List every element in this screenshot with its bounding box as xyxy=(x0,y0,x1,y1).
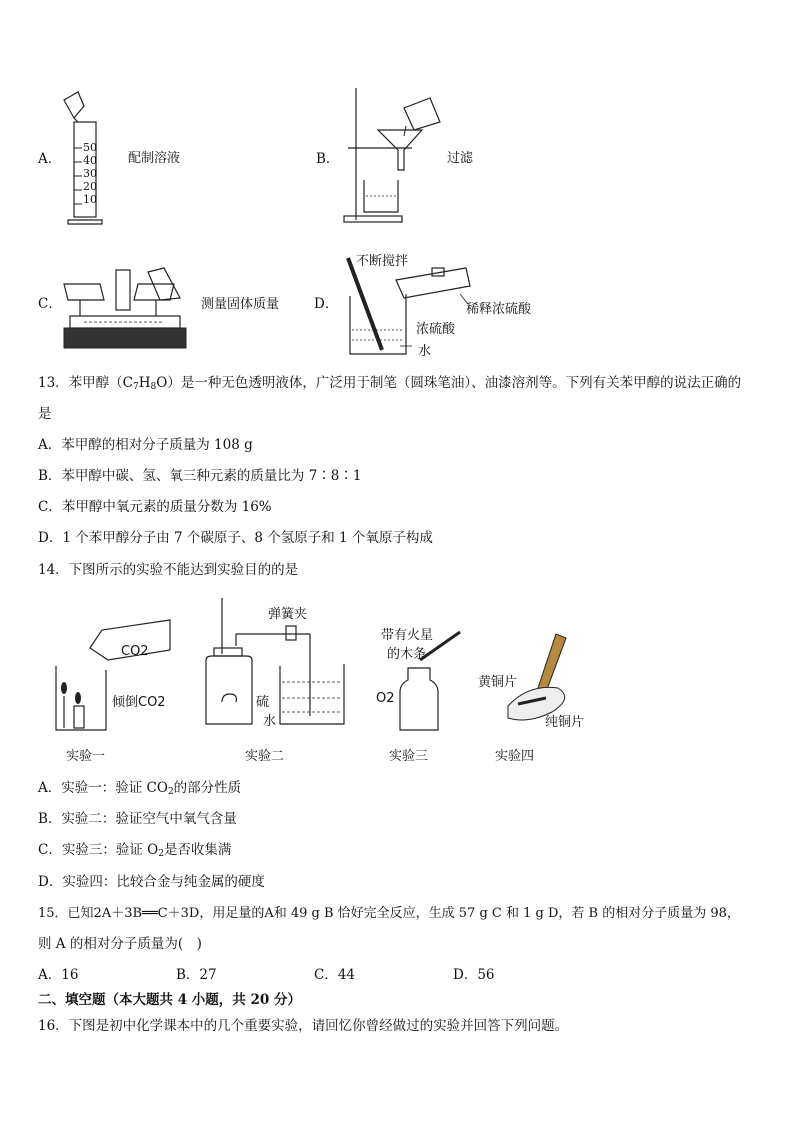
spark-stick-label-2: 的木条 xyxy=(387,647,427,662)
sulfur-label: 硫 xyxy=(256,695,270,710)
q13-option-b: B．苯甲醇中碳、氢、氧三种元素的质量比为 7∶8∶1 xyxy=(38,468,362,484)
q14-opt-a-sub: 2 xyxy=(167,787,174,797)
q14-opt-a-text: A．实验一：验证 CO xyxy=(38,780,168,796)
option-c-label: 测量固体质量 xyxy=(201,297,280,312)
experiment-4-caption: 实验四 xyxy=(495,749,535,764)
option-letter-d: D． xyxy=(314,296,339,312)
acid-label: 浓硫酸 xyxy=(416,322,456,337)
cylinder-mark: 30 xyxy=(83,167,97,180)
q15-stem: 15．已知2A＋3B══C＋3D，用足量的A和 49 g B 恰好完全反应，生成 57 g C 和 1 g D，若 B 的相对分子质量为 98， xyxy=(38,906,740,921)
q13-sub-8: 8 xyxy=(150,382,157,392)
q13-stem-a: 13．苯甲醇（C xyxy=(38,375,134,391)
spring-clip-label: 弹簧夹 xyxy=(268,607,308,622)
q13-stem-cont: 是 xyxy=(38,406,52,422)
q13-option-a: A．苯甲醇的相对分子质量为 108 g xyxy=(38,437,253,453)
balance-figure xyxy=(60,264,190,354)
water-label: 水 xyxy=(418,344,432,359)
cylinder-scale xyxy=(83,141,97,206)
q13-option-d: D．1 个苯甲醇分子由 7 个碳原子、8 个氢原子和 1 个氧原子构成 xyxy=(38,530,433,546)
q13-stem-c: O）是一种无色透明液体，广泛用于制笔（圆珠笔油）、油漆溶剂等。下列有关苯甲醇的说法正确的 xyxy=(156,375,742,391)
q14-opt-c-text: C．实验三：验证 O xyxy=(38,842,159,858)
q13-stem xyxy=(38,377,741,392)
q15-stem-cont: 则 A 的相对分子质量为( ) xyxy=(38,936,202,952)
filtration-figure xyxy=(340,88,450,228)
option-a-label: 配制溶液 xyxy=(128,151,181,166)
q15-option-c: C．44 xyxy=(314,967,356,983)
q15-option-a: A．16 xyxy=(38,967,79,983)
cylinder-mark: 10 xyxy=(83,193,97,206)
o2-label: O2 xyxy=(376,691,395,706)
q13-sub-7: 7 xyxy=(133,382,139,392)
brass-label: 黄铜片 xyxy=(478,675,518,690)
q14-option-a xyxy=(38,782,241,797)
cylinder-mark: 20 xyxy=(83,180,97,193)
pour-co2-label: 倾倒CO2 xyxy=(112,695,166,710)
q13-option-c: C．苯甲醇中氧元素的质量分数为 16% xyxy=(38,499,272,515)
q16-stem: 16．下图是初中化学课本中的几个重要实验，请回忆你曾经做过的实验并回答下列问题。 xyxy=(38,1018,569,1034)
option-letter-a: A． xyxy=(38,151,62,167)
q15-option-b: B．27 xyxy=(176,967,217,983)
copper-label: 纯铜片 xyxy=(545,715,585,730)
q14-opt-c-text-2: 是否收集满 xyxy=(163,842,232,858)
cylinder-mark: 50 xyxy=(83,141,97,154)
q14-opt-a-text-2: 的部分性质 xyxy=(173,780,242,796)
option-letter-b: B． xyxy=(316,151,340,167)
q14-stem: 14．下图所示的实验不能达到实验目的的是 xyxy=(38,562,299,578)
q14-option-c xyxy=(38,844,231,859)
dilute-label: 稀释浓硫酸 xyxy=(466,302,532,317)
co2-bottle-label: CO2 xyxy=(121,644,149,659)
q14-option-b: B．实验二：验证空气中氧气含量 xyxy=(38,811,237,827)
section-heading: 二、填空题（本大题共 4 小题，共 20 分） xyxy=(38,992,301,1008)
q15-option-d: D．56 xyxy=(453,967,495,983)
q14-opt-c-sub: 2 xyxy=(158,849,164,859)
experiment-2-caption: 实验二 xyxy=(245,749,285,764)
water-label-2: 水 xyxy=(263,714,277,729)
experiment-3-caption: 实验三 xyxy=(389,749,429,764)
option-b-label: 过滤 xyxy=(447,151,474,166)
experiment-1-figure xyxy=(50,620,170,732)
stir-label: 不断搅拌 xyxy=(356,254,409,269)
experiment-1-caption: 实验一 xyxy=(66,749,106,764)
option-letter-c: C． xyxy=(38,296,62,312)
q13-stem-b: H xyxy=(138,375,151,391)
cylinder-mark: 40 xyxy=(83,154,97,167)
spark-stick-label-1: 带有火星 xyxy=(381,628,434,643)
q14-option-d: D．实验四：比较合金与纯金属的硬度 xyxy=(38,874,265,890)
